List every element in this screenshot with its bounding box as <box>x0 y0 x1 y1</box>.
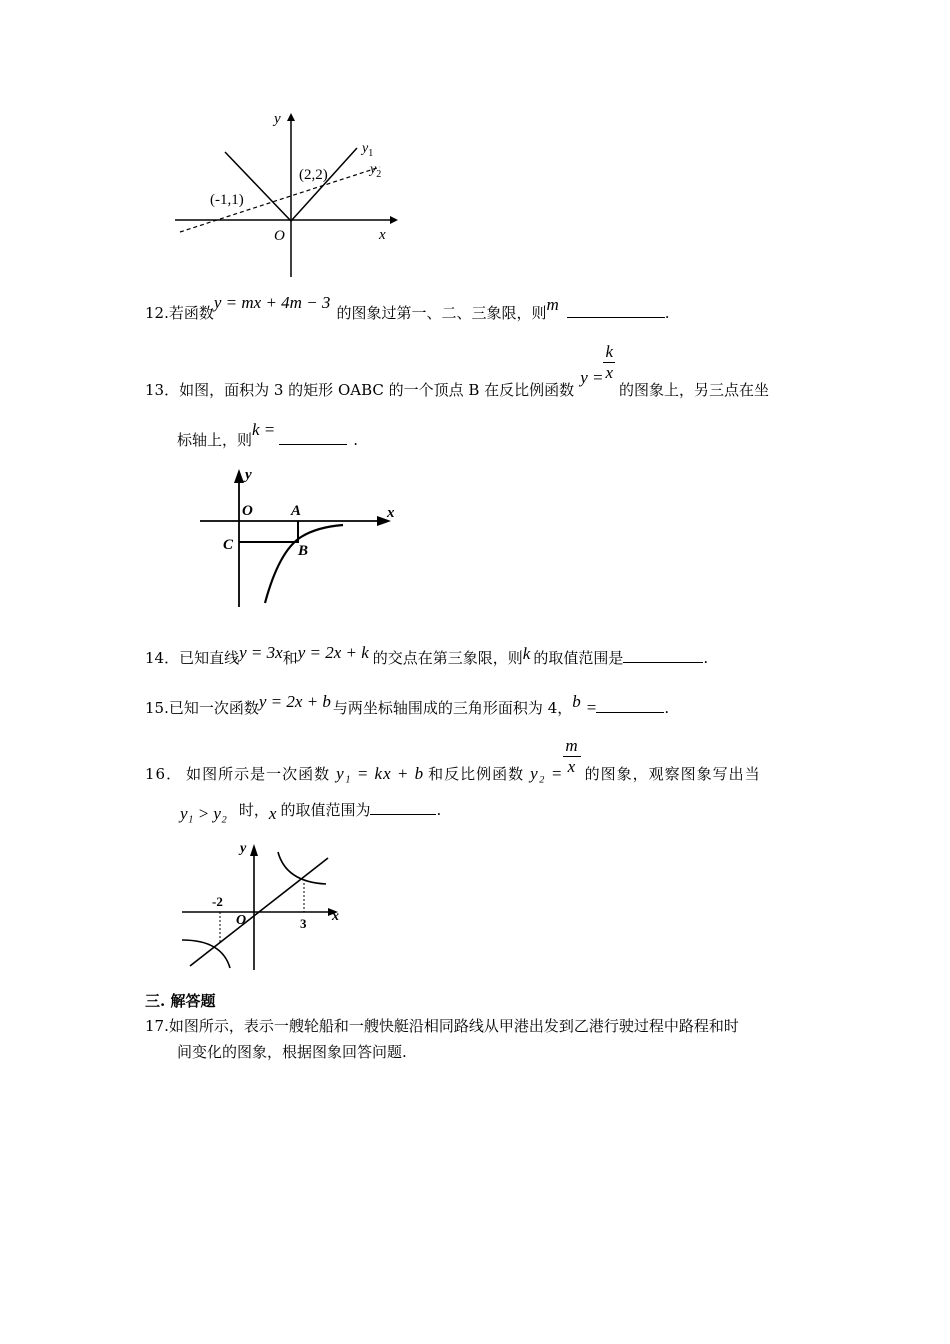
x-axis-label: x <box>332 909 339 924</box>
q12-answer-blank[interactable] <box>567 303 665 318</box>
figure-3-linear-and-inverse <box>178 838 358 973</box>
q16-answer-blank[interactable] <box>370 800 436 815</box>
point-minus1-1-label: (-1,1) <box>210 192 244 208</box>
section-3-title: 三. 解答题 <box>145 992 216 1010</box>
y2-label: $y_2$ <box>370 162 382 180</box>
question-16-line-2: y₁ > y₂ 时，x 的取值范围为 . <box>180 801 442 823</box>
x-axis-label: x <box>379 227 386 243</box>
y-axis-arrow <box>287 113 295 121</box>
y1-label: $y_1$ <box>362 141 374 159</box>
question-14: 14．已知直线y = 3x和y = 2x + k 的交点在第三象限，则k 的取值范围是 . <box>145 643 709 667</box>
hyperbola-branch <box>265 525 343 603</box>
q15-answer-blank[interactable] <box>596 698 664 713</box>
origin-label: O <box>236 913 247 928</box>
tick-3-label: 3 <box>300 916 307 931</box>
x-axis-label: x <box>387 505 395 521</box>
q14-answer-blank[interactable] <box>623 648 703 663</box>
question-13-line-2: 标轴上，则k =. <box>177 420 359 449</box>
q16-fraction: $\frac{m}{x}$ <box>565 736 579 776</box>
rectangle-oabc <box>239 521 298 542</box>
hyperbola-first-quadrant <box>278 852 326 884</box>
q13-fraction: $\frac{k}{x}$ <box>605 342 614 382</box>
y-axis-arrow <box>234 469 244 483</box>
question-17-line-1: 17.如图所示，表示一艘轮船和一艘快艇沿相同路线从甲港出发到乙港行驶过程中路程和时 <box>145 1017 739 1035</box>
question-12: 12.若函数y = mx + 4m − 3的图象过第一、二、三象限，则m . <box>145 293 670 322</box>
q12-equation: y = mx + 4m − 3 <box>213 293 331 312</box>
q13-answer-blank[interactable] <box>279 430 347 445</box>
origin-label: O <box>242 503 253 519</box>
y-axis-label: y <box>240 841 247 856</box>
question-16-line-1: 16． 如图所示是一次函数 y₁ = kx + b 和反比例函数 y₂ = $\frac{m}{x}$ 的图象，观察图象写出当 <box>145 736 761 783</box>
question-15: 15.已知一次函数y = 2x + b 与两坐标轴围成的三角形面积为 4，b = . <box>145 692 670 717</box>
point-2-2-label: (2,2) <box>299 167 328 183</box>
tick-minus2-label: -2 <box>212 894 223 909</box>
point-b-label: B <box>298 543 309 559</box>
x-axis-arrow <box>390 216 398 224</box>
point-c-label: C <box>223 537 234 553</box>
question-17-line-2: 间变化的图象，根据图象回答问题. <box>177 1043 407 1061</box>
question-13-line-1: 13．如图，面积为 3 的矩形 OABC 的一个顶点 B 在反比例函数y = $\frac{k}{x}$ 的图象上，另三点在坐 <box>145 342 770 399</box>
figure-2-inverse-proportion-rectangle <box>195 465 405 610</box>
figure-1-absolute-value-graph <box>170 105 400 280</box>
y-axis-label: y <box>245 467 252 483</box>
y-axis-arrow <box>250 844 258 856</box>
point-a-label: A <box>291 503 302 519</box>
origin-label: O <box>274 228 285 244</box>
y-axis-label: y <box>274 111 281 127</box>
